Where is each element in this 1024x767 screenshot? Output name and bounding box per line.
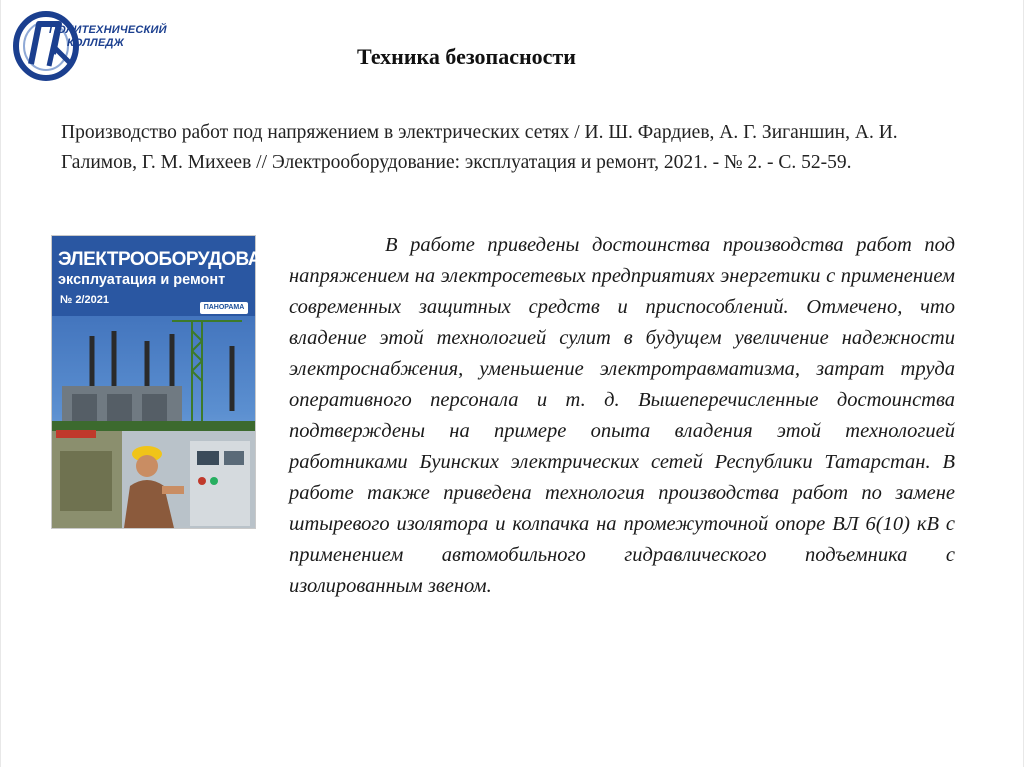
college-logo: [9, 4, 167, 84]
logo-text: [49, 24, 169, 50]
cover-publisher-logo: ПАНОРАМА: [200, 302, 248, 314]
logo-line-2: КОЛЛЕДЖ: [67, 37, 125, 49]
logo-line-1: ПОЛИТЕХНИЧЕСКИЙ: [49, 24, 167, 36]
cover-subtitle: эксплуатация и ремонт: [58, 272, 226, 288]
cover-title: ЭЛЕКТРООБОРУДОВАНИЕ: [58, 249, 300, 270]
cover-issue-number: № 2/2021: [60, 294, 109, 306]
abstract-text: В работе приведены достоинства производства работ под напряжением на электросетевых предприятиях энергетики с применением современных защитных средств и приспособлений. Отмечено, что владение этой технологией сулит в будущем увеличение надежности электроснабжения, уменьшение электротравматизма, затрат труда оперативного персонала и т. д. Вышеперечисленные достоинства подтверждены на примере опыта владения этой технологией работниками Буинских электрических сетей Республики Татарстан. В работе также приведена технология производства работ по замене штыревого изолятора и колпачка на промежуточной опоре ВЛ 6(10) кВ с применением автомобильного гидравлического подъемника с изолированным звеном.: [289, 234, 955, 597]
bibliographic-citation: Производство работ под напряжением в электрических сетях / И. Ш. Фардиев, А. Г. Зиганшин, А. И. Галимов, Г. М. Михеев // Электрооборудование: эксплуатация и ремонт, 2021. - № 2. - С. 52-59.: [61, 122, 898, 173]
magazine-cover-image: [52, 236, 300, 528]
page-title: Техника безопасности: [357, 44, 576, 69]
